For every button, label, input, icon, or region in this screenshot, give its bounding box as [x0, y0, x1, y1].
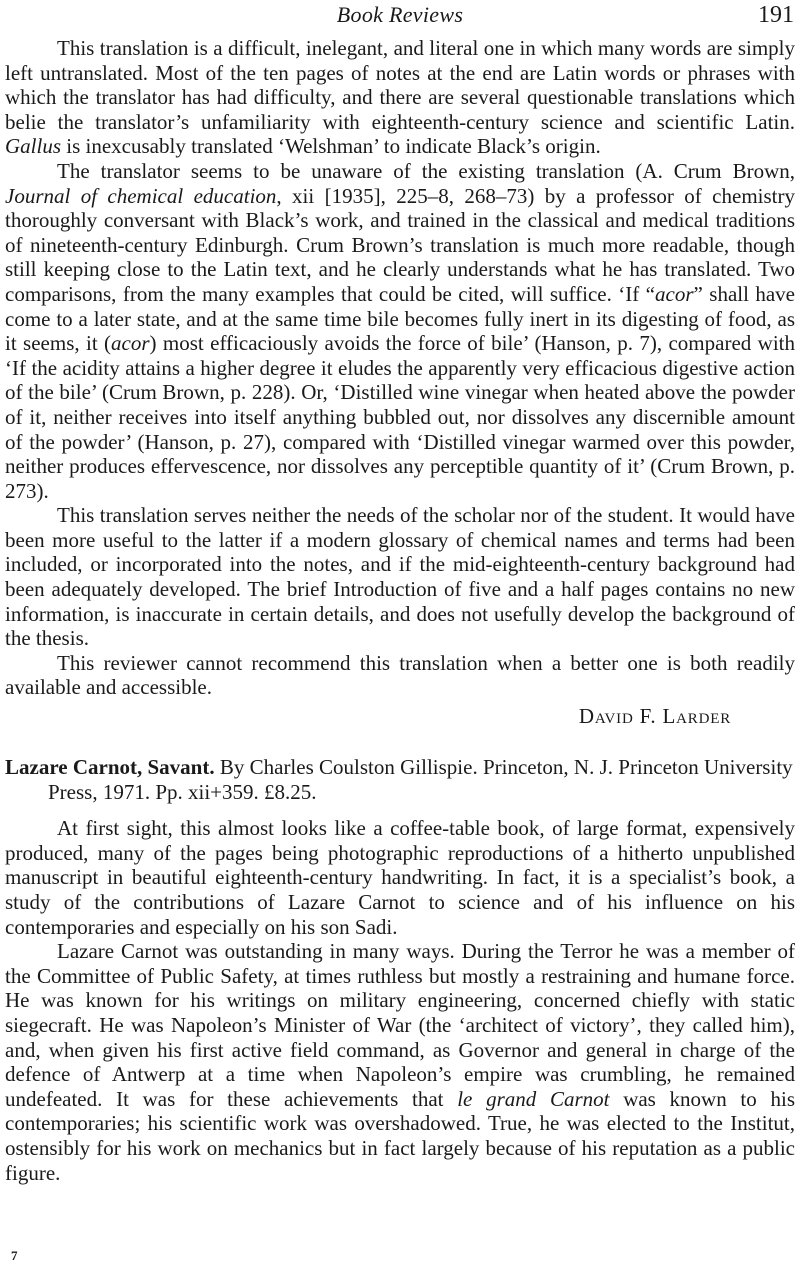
book-details: By Charles Coulston Gillispie. Princeton, N. J. Princeton University Press, 1971. Pp. xii+359. £8.25. — [48, 755, 793, 804]
running-title: Book Reviews — [336, 2, 464, 27]
body-text — [5, 36, 795, 1185]
paragraph: Lazare Carnot was outstanding in many ways. During the Terror he was a member of the Committee of Public Safety, at times ruthless but mostly a restraining and humane force. He was known for his writings on military engineering, concerned chiefly with static siegecraft. He was Napoleon’s Minister of War (the ‘architect of victory’, they called him), and, when given his first active field command, as Governor and general in charge of the defence of Antwerp at a time when Napoleon’s empire was crumbling, he remained undefeated. It was for these achievements that le grand Carnot was known to his contemporaries; his scientific work was overshadowed. True, he was elected to the Institut, ostensibly for his work on mechanics but in fact largely because of his reputation as a public figure. — [5, 939, 795, 1185]
book-citation — [5, 755, 795, 804]
paragraph: At first sight, this almost looks like a coffee-table book, of large format, expensively produced, many of the pages being photographic reproductions of a hitherto unpublished manuscript in beautiful eighteenth-century handwriting. In fact, it is a specialist’s book, a study of the contributions of Lazare Carnot to science and of his influence on his contemporaries and especially on his son Sadi. — [5, 816, 795, 939]
italic-term: acor — [111, 331, 150, 356]
paragraph: This reviewer cannot recommend this translation when a better one is both readily available and accessible. — [5, 650, 795, 700]
paragraph: The translator seems to be unaware of the existing translation (A. Crum Brown, Journal of chemical education, xii [1935], 225–8, 268–73) by a professor of chemistry thoroughly conversant with Black’s work, and trained in the classical and medical traditions of nineteenth-century Edinburgh. Crum Brown’s translation is much more readable, though still keeping close to the Latin text, and he clearly understands what he has translated. Two comparisons, from the many examples that could be cited, will suffice. ‘If “acor” shall have come to a later state, and at the same time bile becomes fully inert in its digesting of food, as it seems, it (acor) most efficaciously avoids the force of bile’ (Hanson, p. 7), compared with ‘If the acidity attains a higher degree it eludes the apparently very efficacious digestive action of the bile’ (Crum Brown, p. 228). Or, ‘Distilled wine vinegar when heated above the powder of it, neither receives into itself anything bubbled out, nor dissolves any discernible amount of the powder’ (Hanson, p. 27), compared with ‘Distilled vinegar warmed over this powder, neither produces effervescence, nor dissolves any perceptible quantity of it’ (Crum Brown, p. 273). — [5, 158, 796, 503]
review-lazare-carnot — [5, 755, 795, 1185]
italic-term: le grand Carnot — [457, 1086, 610, 1111]
running-header — [0, 2, 800, 30]
book-title: Lazare Carnot, Savant. — [5, 755, 215, 780]
paragraph: This translation is a difficult, inelegant, and literal one in which many words are simply left untranslated. Most of the ten pages of notes at the end are Latin words or phrases with which the translator has had difficulty, and there are several questionable translations which belie the translator’s unfamiliarity with eighteenth-century science and scientific Latin. Gallus is inexcusably translated ‘Welshman’ to indicate Black’s origin. — [5, 36, 795, 159]
italic-term: Gallus — [5, 134, 62, 159]
journal-title: Journal of chemical education — [5, 183, 277, 208]
paragraph: This translation serves neither the needs of the scholar nor of the student. It would have been more useful to the latter if a modern glossary of chemical names and terms had been included, or incorporated into the notes, and if the mid-eighteenth-century background had been adequately developed. The brief Introduction of five and a half pages contains no new information, is inaccurate in certain details, and does not usefully develop the background of the thesis. — [5, 503, 795, 651]
page-number: 191 — [758, 2, 794, 28]
italic-term: acor — [655, 281, 694, 306]
signature-mark: 7 — [11, 1248, 18, 1263]
reviewer-signature: David F. Larder — [578, 704, 731, 729]
review-black-translation — [5, 36, 795, 729]
